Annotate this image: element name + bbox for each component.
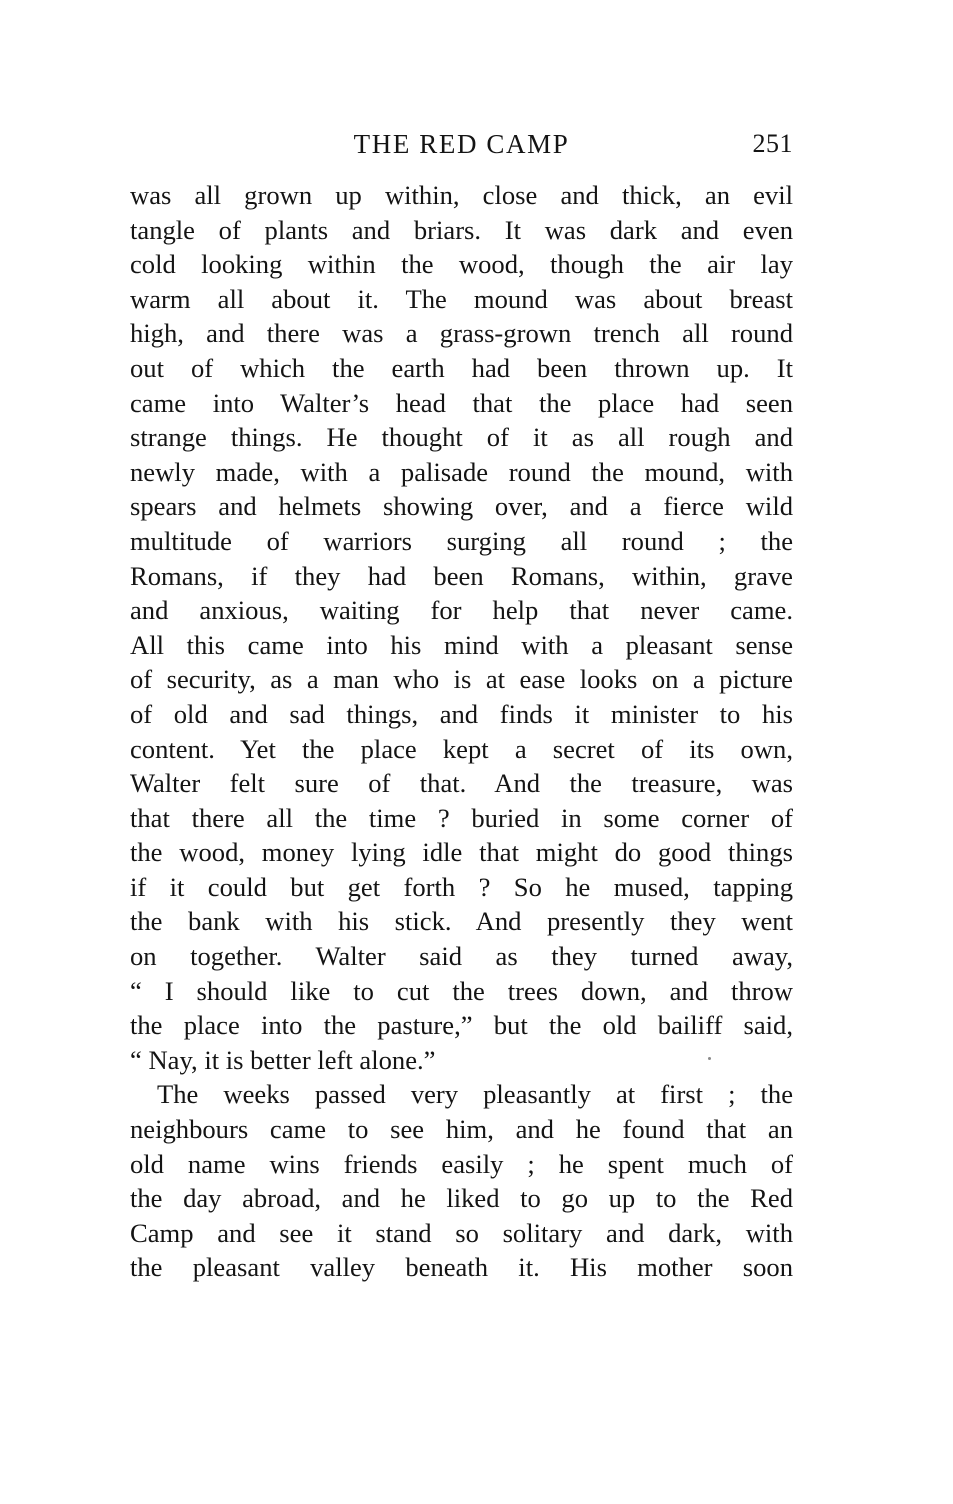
- text-line: of security, as a man who is at ease looks on a picture: [130, 664, 793, 695]
- text-line: Camp and see it stand so solitary and dark, with: [130, 1217, 793, 1248]
- text-line: that there all the time ? buried in some corner of: [130, 802, 793, 833]
- text-line: strange things. He thought of it as all rough and: [130, 422, 793, 453]
- running-title: THE RED CAMP: [353, 129, 570, 159]
- text-line: All this came into his mind with a pleasant sense: [130, 629, 793, 660]
- page-number: 251: [752, 129, 793, 158]
- text-line: of old and sad things, and finds it minister to his: [130, 698, 793, 729]
- running-head: [130, 124, 793, 164]
- text-line: high, and there was a grass-grown trench all round: [130, 318, 793, 349]
- text-line: Romans, if they had been Romans, within, grave: [130, 560, 793, 591]
- text-line: multitude of warriors surging all round ; the: [130, 525, 793, 556]
- text-line: the bank with his stick. And presently they went: [130, 906, 793, 937]
- text-line: neighbours came to see him, and he found that an: [130, 1114, 793, 1145]
- text-line: newly made, with a palisade round the mound, with: [130, 456, 793, 487]
- text-line: tangle of plants and briars. It was dark and even: [130, 214, 793, 245]
- print-speck: [708, 1057, 711, 1060]
- text-line: old name wins friends easily ; he spent much of: [130, 1148, 793, 1179]
- text-line: “ I should like to cut the trees down, and throw: [130, 975, 793, 1006]
- text-line: out of which the earth had been thrown up. It: [130, 352, 793, 383]
- text-line: spears and helmets showing over, and a fierce wild: [130, 491, 793, 522]
- text-line-paragraph-end: “ Nay, it is better left alone.”: [130, 1044, 436, 1075]
- text-line: cold looking within the wood, though the air lay: [130, 249, 793, 280]
- text-line-paragraph-start: The weeks passed very pleasantly at first ; the: [157, 1079, 793, 1110]
- text-line: and anxious, waiting for help that never came.: [130, 595, 793, 626]
- text-line: Walter felt sure of that. And the treasure, was: [130, 768, 793, 799]
- text-line: on together. Walter said as they turned away,: [130, 941, 793, 972]
- text-line: the pleasant valley beneath it. His mother soon: [130, 1252, 793, 1283]
- text-line: the day abroad, and he liked to go up to the Red: [130, 1183, 793, 1214]
- text-line: was all grown up within, close and thick, an evil: [130, 180, 793, 210]
- text-line: came into Walter’s head that the place had seen: [130, 387, 793, 418]
- text-line: the place into the pasture,” but the old bailiff said,: [130, 1010, 793, 1041]
- text-line: if it could but get forth ? So he mused, tapping: [130, 871, 793, 902]
- text-line: content. Yet the place kept a secret of its own,: [130, 733, 793, 764]
- text-line: the wood, money lying idle that might do good things: [130, 837, 793, 868]
- text-line: warm all about it. The mound was about breast: [130, 283, 793, 314]
- body-text: [130, 178, 793, 1285]
